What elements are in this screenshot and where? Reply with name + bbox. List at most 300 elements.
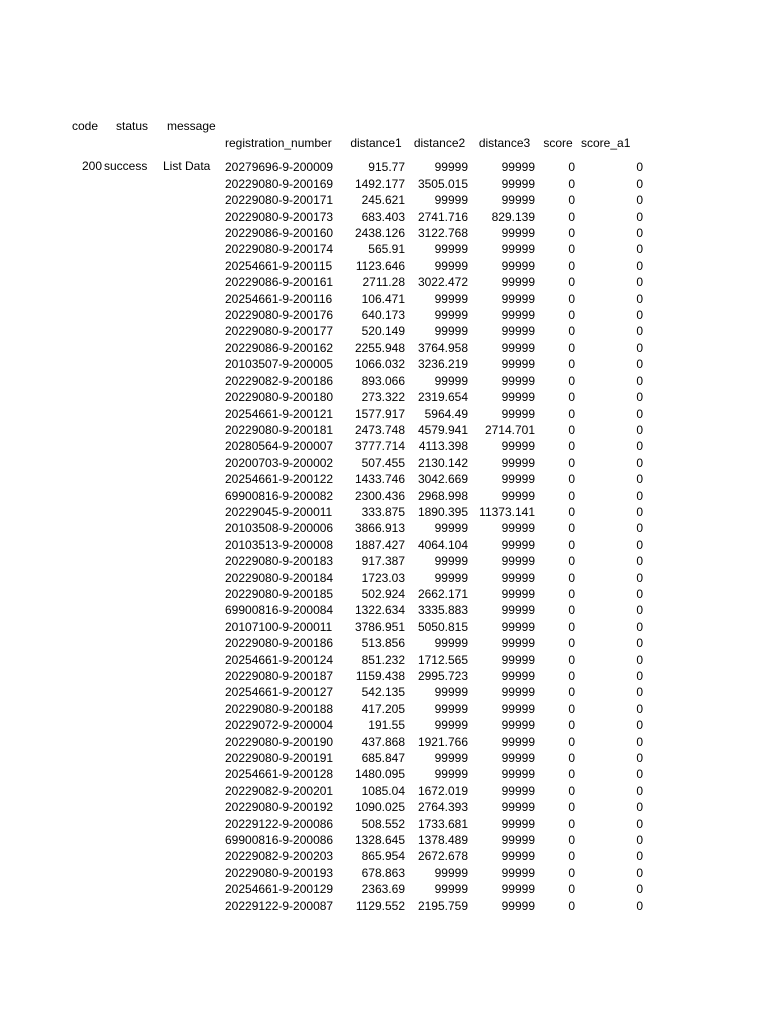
cell-distance1: 915.77 (368, 160, 405, 175)
table-row (222, 701, 646, 717)
cell-registration-number: 20229080-9-200188 (225, 701, 334, 716)
cell-distance2: 99999 (434, 258, 468, 273)
cell-score-a1: 0 (636, 455, 643, 470)
cell-score: 0 (568, 193, 575, 208)
column-header-registration-number: registration_number (225, 136, 332, 150)
cell-distance2: 99999 (434, 882, 468, 897)
cell-distance3: 99999 (501, 652, 535, 667)
cell-distance3: 99999 (501, 390, 535, 405)
cell-score: 0 (568, 357, 575, 372)
cell-distance1: 1129.552 (355, 898, 405, 913)
cell-distance1: 565.91 (368, 242, 405, 257)
cell-distance1: 1066.032 (354, 357, 405, 372)
cell-distance2: 99999 (434, 242, 468, 257)
cell-score-a1: 0 (636, 586, 643, 601)
table-row (222, 537, 646, 553)
cell-score-a1: 0 (636, 373, 643, 388)
cell-registration-number: 20229080-9-200193 (225, 865, 334, 880)
cell-score-a1: 0 (636, 340, 643, 355)
cell-score: 0 (568, 439, 575, 454)
cell-distance3: 99999 (501, 767, 535, 782)
cell-score-a1: 0 (636, 537, 643, 552)
cell-distance3: 99999 (501, 537, 535, 552)
cell-distance1: 678.863 (361, 865, 405, 880)
cell-distance2: 99999 (434, 767, 468, 782)
cell-registration-number: 20229080-9-200191 (225, 751, 334, 766)
cell-distance3: 99999 (501, 619, 535, 634)
cell-distance3: 99999 (501, 586, 535, 601)
cell-score: 0 (568, 406, 575, 421)
cell-score-a1: 0 (636, 603, 643, 618)
table-row (222, 209, 646, 225)
table-row (222, 619, 646, 635)
cell-distance1: 502.924 (361, 586, 405, 601)
table-row (222, 356, 646, 372)
cell-score-a1: 0 (636, 882, 643, 897)
cell-distance2: 99999 (434, 291, 468, 306)
cell-distance2: 2764.393 (417, 800, 468, 815)
cell-registration-number: 69900816-9-200086 (225, 833, 334, 848)
table-row (222, 865, 646, 881)
cell-distance2: 3236.219 (417, 357, 468, 372)
cell-distance2: 1378.489 (417, 833, 468, 848)
cell-registration-number: 20229082-9-200203 (225, 849, 334, 864)
cell-score: 0 (568, 242, 575, 257)
cell-score-a1: 0 (636, 833, 643, 848)
cell-distance1: 3777.714 (354, 439, 405, 454)
cell-distance1: 1433.746 (354, 472, 405, 487)
cell-registration-number: 20200703-9-200002 (225, 455, 334, 470)
table-row (222, 159, 646, 175)
cell-distance2: 3335.883 (417, 603, 468, 618)
cell-distance3: 11373.141 (479, 504, 535, 519)
cell-distance2: 99999 (434, 373, 468, 388)
table-row (222, 652, 646, 668)
table-row (222, 898, 646, 914)
response-code-value: 200 (82, 159, 103, 173)
cell-distance1: 508.552 (361, 816, 405, 831)
cell-distance1: 1328.645 (354, 833, 405, 848)
cell-score-a1: 0 (636, 734, 643, 749)
cell-score-a1: 0 (636, 849, 643, 864)
cell-distance3: 99999 (501, 455, 535, 470)
list-data-table (222, 135, 646, 914)
cell-distance2: 99999 (434, 865, 468, 880)
cell-score-a1: 0 (636, 504, 643, 519)
cell-registration-number: 20280564-9-200007 (225, 439, 334, 454)
cell-distance3: 99999 (501, 406, 535, 421)
cell-score: 0 (568, 160, 575, 175)
cell-distance2: 99999 (434, 308, 468, 323)
cell-registration-number: 20229086-9-200160 (225, 226, 334, 241)
cell-score-a1: 0 (636, 685, 643, 700)
cell-score-a1: 0 (636, 636, 643, 651)
table-row (222, 783, 646, 799)
cell-score: 0 (568, 537, 575, 552)
cell-score: 0 (568, 751, 575, 766)
cell-score-a1: 0 (636, 357, 643, 372)
cell-distance1: 1492.177 (354, 176, 405, 191)
cell-distance3: 99999 (501, 176, 535, 191)
cell-score: 0 (568, 324, 575, 339)
cell-score: 0 (568, 636, 575, 651)
cell-score: 0 (568, 176, 575, 191)
response-header-code: code (72, 119, 99, 133)
table-row (222, 504, 646, 520)
cell-distance1: 417.205 (361, 701, 405, 716)
cell-score: 0 (568, 865, 575, 880)
cell-distance3: 99999 (501, 291, 535, 306)
cell-score: 0 (568, 422, 575, 437)
cell-distance1: 3866.913 (354, 521, 405, 536)
cell-distance3: 99999 (501, 833, 535, 848)
cell-distance1: 542.135 (361, 685, 405, 700)
cell-score-a1: 0 (636, 324, 643, 339)
cell-distance3: 99999 (501, 340, 535, 355)
cell-score-a1: 0 (636, 422, 643, 437)
cell-distance2: 3042.669 (417, 472, 468, 487)
cell-registration-number: 20229080-9-200180 (225, 390, 334, 405)
cell-distance1: 2711.28 (362, 275, 405, 290)
table-row (222, 553, 646, 569)
cell-distance2: 99999 (434, 685, 468, 700)
cell-distance2: 2130.142 (417, 455, 468, 470)
cell-score: 0 (568, 898, 575, 913)
cell-distance1: 865.954 (361, 849, 405, 864)
cell-distance2: 1733.681 (417, 816, 468, 831)
cell-distance2: 2995.723 (417, 669, 468, 683)
cell-distance2: 99999 (434, 521, 468, 536)
cell-distance1: 273.322 (361, 390, 405, 405)
cell-distance1: 2438.126 (354, 226, 405, 241)
cell-distance1: 1887.427 (354, 537, 405, 552)
cell-registration-number: 20229080-9-200177 (225, 324, 334, 339)
cell-registration-number: 20229080-9-200181 (225, 422, 334, 437)
cell-score: 0 (568, 521, 575, 536)
cell-distance2: 2672.678 (417, 849, 468, 864)
cell-distance2: 1672.019 (417, 783, 468, 798)
cell-score-a1: 0 (636, 291, 643, 306)
cell-distance3: 829.139 (491, 209, 535, 224)
cell-score-a1: 0 (636, 652, 643, 667)
cell-distance1: 683.403 (361, 209, 405, 224)
cell-registration-number: 20229080-9-200184 (225, 570, 334, 585)
cell-registration-number: 20229082-9-200186 (225, 373, 334, 388)
cell-distance3: 99999 (501, 357, 535, 372)
cell-distance1: 3786.951 (354, 619, 405, 634)
cell-distance2: 99999 (434, 751, 468, 766)
response-message-value: List Data (163, 159, 211, 173)
cell-distance3: 99999 (501, 308, 535, 323)
cell-score: 0 (568, 800, 575, 815)
column-header-distance3: distance3 (478, 136, 531, 150)
table-header-row (222, 135, 646, 151)
cell-distance1: 106.471 (361, 291, 405, 306)
cell-distance1: 851.232 (361, 652, 405, 667)
table-row (222, 635, 646, 651)
cell-distance3: 99999 (501, 193, 535, 208)
cell-distance2: 2319.654 (417, 390, 468, 405)
table-row (222, 455, 646, 471)
cell-distance1: 2255.948 (354, 340, 405, 355)
cell-registration-number: 20103507-9-200005 (225, 357, 334, 372)
cell-distance1: 191.55 (368, 718, 405, 733)
cell-registration-number: 20279696-9-200009 (225, 160, 334, 175)
cell-distance3: 99999 (501, 521, 535, 536)
cell-score-a1: 0 (636, 554, 643, 569)
table-row (222, 291, 646, 307)
cell-score-a1: 0 (636, 669, 643, 683)
cell-registration-number: 20229080-9-200171 (225, 193, 334, 208)
cell-distance2: 5050.815 (417, 619, 468, 634)
cell-score: 0 (568, 619, 575, 634)
table-row (222, 389, 646, 405)
cell-registration-number: 20229080-9-200183 (225, 554, 334, 569)
table-row (222, 373, 646, 389)
cell-score: 0 (568, 455, 575, 470)
cell-score: 0 (568, 603, 575, 618)
table-row (222, 848, 646, 864)
cell-registration-number: 20229080-9-200176 (225, 308, 334, 323)
cell-distance2: 99999 (434, 718, 468, 733)
cell-distance1: 1480.095 (354, 767, 405, 782)
cell-score-a1: 0 (636, 800, 643, 815)
cell-score-a1: 0 (636, 521, 643, 536)
cell-distance3: 99999 (501, 685, 535, 700)
cell-score-a1: 0 (636, 472, 643, 487)
cell-score: 0 (568, 701, 575, 716)
cell-distance2: 99999 (434, 570, 468, 585)
cell-distance3: 99999 (501, 226, 535, 241)
cell-registration-number: 20254661-9-200129 (225, 882, 334, 897)
response-status-value: success (104, 159, 148, 173)
table-body (222, 159, 646, 914)
cell-score: 0 (568, 734, 575, 749)
cell-registration-number: 20254661-9-200124 (225, 652, 334, 667)
cell-score: 0 (568, 226, 575, 241)
table-row (222, 832, 646, 848)
table-row (222, 225, 646, 241)
cell-registration-number: 20229080-9-200169 (225, 176, 334, 191)
cell-distance2: 1890.395 (417, 504, 468, 519)
cell-distance2: 1712.565 (417, 652, 468, 667)
cell-score: 0 (568, 882, 575, 897)
cell-registration-number: 20103513-9-200008 (225, 537, 334, 552)
cell-distance2: 2741.716 (417, 209, 468, 224)
table-row (222, 766, 646, 782)
cell-registration-number: 69900816-9-200082 (225, 488, 334, 503)
cell-score: 0 (568, 554, 575, 569)
cell-distance3: 99999 (501, 882, 535, 897)
cell-distance3: 99999 (501, 898, 535, 913)
cell-score: 0 (568, 570, 575, 585)
cell-registration-number: 20254661-9-200122 (225, 472, 334, 487)
cell-score-a1: 0 (636, 570, 643, 585)
cell-score: 0 (568, 718, 575, 733)
cell-distance2: 3022.472 (417, 275, 468, 290)
table-row (222, 274, 646, 290)
table-row (222, 241, 646, 257)
cell-registration-number: 20254661-9-200115 (225, 258, 333, 273)
cell-registration-number: 20254661-9-200121 (225, 406, 334, 421)
cell-registration-number: 20229045-9-200011 (225, 504, 333, 519)
cell-score: 0 (568, 849, 575, 864)
table-row (222, 668, 646, 684)
cell-score-a1: 0 (636, 258, 643, 273)
column-header-score-a1: score_a1 (581, 136, 631, 150)
cell-score: 0 (568, 308, 575, 323)
cell-distance2: 4064.104 (417, 537, 468, 552)
cell-distance1: 513.856 (361, 636, 405, 651)
cell-distance3: 99999 (501, 636, 535, 651)
cell-score-a1: 0 (636, 275, 643, 290)
table-row (222, 307, 646, 323)
table-row (222, 816, 646, 832)
cell-score: 0 (568, 258, 575, 273)
cell-score: 0 (568, 373, 575, 388)
cell-registration-number: 20103508-9-200006 (225, 521, 334, 536)
cell-registration-number: 69900816-9-200084 (225, 603, 334, 618)
cell-registration-number: 20229080-9-200187 (225, 669, 334, 683)
cell-distance3: 99999 (501, 701, 535, 716)
cell-distance1: 893.066 (361, 373, 405, 388)
table-row (222, 684, 646, 700)
cell-score: 0 (568, 488, 575, 503)
cell-score: 0 (568, 783, 575, 798)
cell-distance1: 2473.748 (354, 422, 405, 437)
cell-distance1: 245.621 (361, 193, 405, 208)
cell-distance3: 99999 (501, 603, 535, 618)
table-row (222, 438, 646, 454)
cell-score-a1: 0 (636, 209, 643, 224)
table-row (222, 520, 646, 536)
cell-distance3: 99999 (501, 373, 535, 388)
cell-distance1: 437.868 (361, 734, 405, 749)
cell-score: 0 (568, 340, 575, 355)
cell-distance3: 99999 (501, 472, 535, 487)
cell-score-a1: 0 (636, 390, 643, 405)
cell-registration-number: 20229122-9-200086 (225, 816, 334, 831)
header-spacer (222, 151, 646, 159)
cell-distance1: 1090.025 (354, 800, 405, 815)
cell-score-a1: 0 (636, 242, 643, 257)
cell-score: 0 (568, 275, 575, 290)
cell-distance2: 99999 (434, 324, 468, 339)
table-row (222, 258, 646, 274)
cell-distance1: 1723.03 (361, 570, 405, 585)
cell-distance1: 1322.634 (354, 603, 405, 618)
cell-distance1: 520.149 (361, 324, 405, 339)
table-row (222, 734, 646, 750)
cell-score: 0 (568, 390, 575, 405)
cell-distance1: 685.847 (361, 751, 405, 766)
cell-distance3: 99999 (501, 849, 535, 864)
table-row (222, 323, 646, 339)
cell-score: 0 (568, 586, 575, 601)
cell-score: 0 (568, 652, 575, 667)
response-header-message: message (167, 119, 216, 133)
cell-distance3: 99999 (501, 160, 535, 175)
cell-distance2: 99999 (434, 701, 468, 716)
cell-score: 0 (568, 833, 575, 848)
cell-distance2: 4579.941 (417, 422, 468, 437)
cell-registration-number: 20229072-9-200004 (225, 718, 334, 733)
cell-distance3: 99999 (501, 751, 535, 766)
table-row (222, 192, 646, 208)
cell-distance3: 99999 (501, 258, 535, 273)
cell-registration-number: 20229080-9-200192 (225, 800, 334, 815)
cell-score: 0 (568, 816, 575, 831)
table-row (222, 881, 646, 897)
table-row (222, 750, 646, 766)
cell-score: 0 (568, 504, 575, 519)
cell-distance2: 5964.49 (424, 406, 468, 421)
cell-distance2: 4113.398 (418, 439, 468, 454)
cell-score-a1: 0 (636, 308, 643, 323)
cell-distance1: 1123.646 (355, 258, 405, 273)
cell-distance1: 1085.04 (361, 783, 405, 798)
cell-distance2: 1921.766 (417, 734, 468, 749)
cell-distance2: 99999 (434, 193, 468, 208)
column-header-distance1: distance1 (350, 136, 402, 150)
cell-registration-number: 20254661-9-200128 (225, 767, 334, 782)
cell-registration-number: 20254661-9-200127 (225, 685, 334, 700)
cell-registration-number: 20229080-9-200186 (225, 636, 334, 651)
cell-score-a1: 0 (636, 226, 643, 241)
cell-distance3: 2714.701 (484, 422, 535, 437)
cell-registration-number: 20229080-9-200173 (225, 209, 334, 224)
cell-registration-number: 20229082-9-200201 (225, 783, 334, 798)
table-row (222, 176, 646, 192)
cell-distance2: 3764.958 (417, 340, 468, 355)
cell-score-a1: 0 (636, 160, 643, 175)
cell-registration-number: 20229086-9-200162 (225, 340, 334, 355)
cell-distance2: 3122.768 (417, 226, 468, 241)
cell-distance2: 2968.998 (417, 488, 468, 503)
cell-registration-number: 20107100-9-200011 (225, 619, 333, 634)
cell-distance3: 99999 (501, 783, 535, 798)
cell-score-a1: 0 (636, 406, 643, 421)
cell-distance2: 3505.015 (417, 176, 468, 191)
cell-score: 0 (568, 685, 575, 700)
cell-distance1: 1159.438 (355, 669, 405, 683)
cell-distance1: 2363.69 (361, 882, 405, 897)
cell-score-a1: 0 (636, 439, 643, 454)
cell-score: 0 (568, 472, 575, 487)
cell-distance3: 99999 (501, 488, 535, 503)
table-row (222, 602, 646, 618)
cell-distance1: 507.455 (361, 455, 405, 470)
cell-score-a1: 0 (636, 898, 643, 913)
cell-distance2: 99999 (434, 160, 468, 175)
cell-distance1: 640.173 (361, 308, 405, 323)
cell-distance1: 2300.436 (354, 488, 405, 503)
cell-distance3: 99999 (501, 439, 535, 454)
cell-distance3: 99999 (501, 718, 535, 733)
cell-distance3: 99999 (501, 816, 535, 831)
cell-registration-number: 20254661-9-200116 (225, 291, 333, 306)
cell-score-a1: 0 (636, 488, 643, 503)
table-row (222, 471, 646, 487)
cell-distance2: 99999 (434, 636, 468, 651)
table-row (222, 488, 646, 504)
cell-distance1: 333.875 (361, 504, 405, 519)
cell-score-a1: 0 (636, 193, 643, 208)
cell-registration-number: 20229080-9-200174 (225, 242, 334, 257)
cell-registration-number: 20229080-9-200185 (225, 586, 334, 601)
cell-distance3: 99999 (501, 669, 535, 683)
cell-distance3: 99999 (501, 242, 535, 257)
